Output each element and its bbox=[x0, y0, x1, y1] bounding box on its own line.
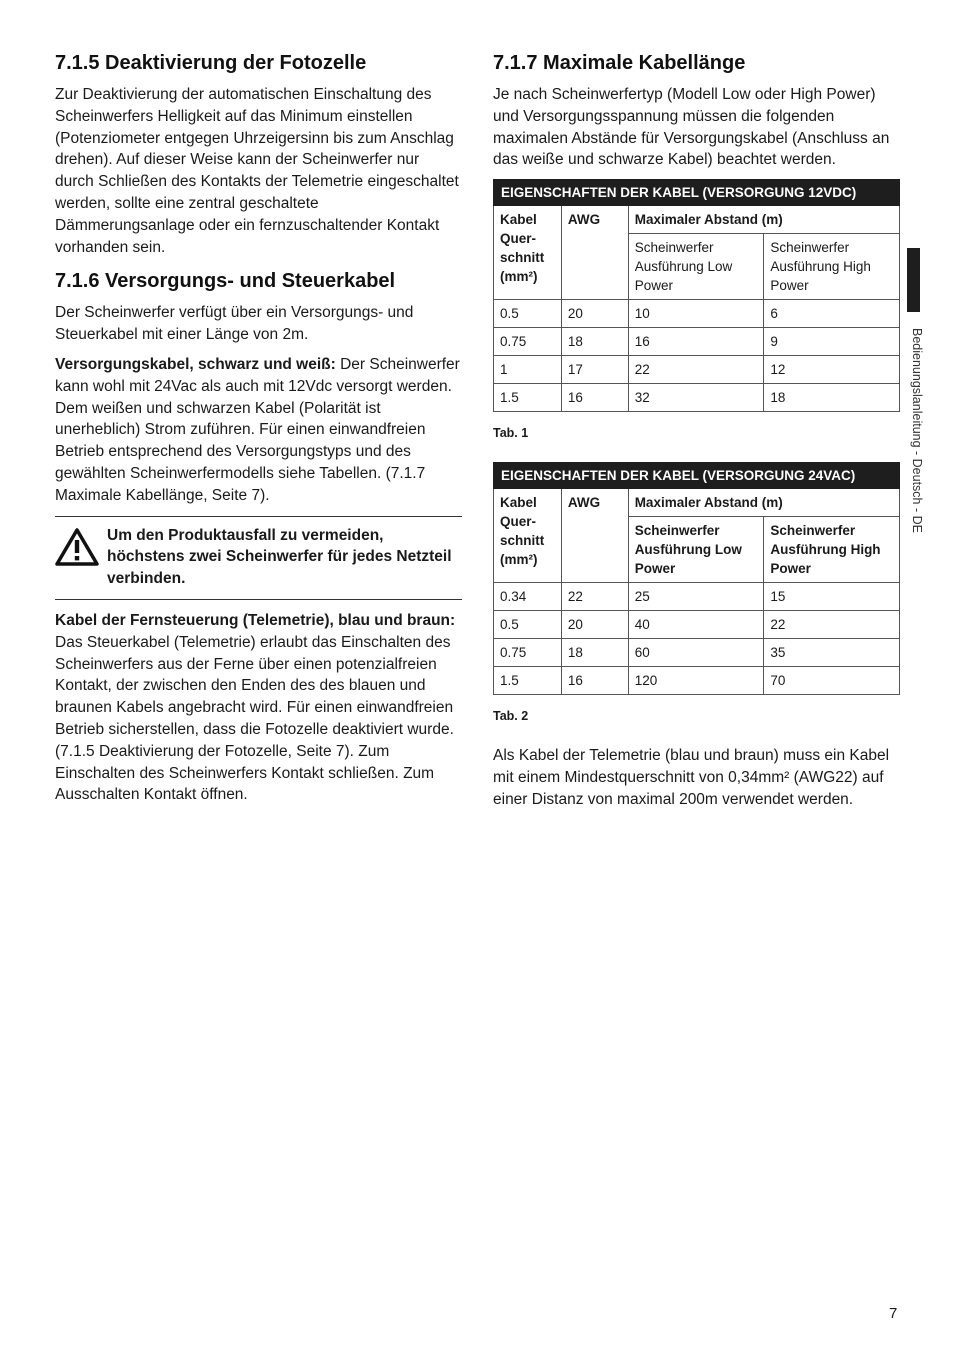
cable-table-12vdc bbox=[493, 179, 900, 412]
col-header-high-power: Scheinwerfer Ausführung High Power bbox=[764, 234, 900, 300]
heading-7-1-6: 7.1.6 Versorgungs- und Steuerkabel bbox=[55, 270, 396, 293]
left-column bbox=[55, 50, 462, 814]
telemetry-cable-text: Das Steuerkabel (Telemetrie) erlaubt das Einschalten des Scheinwerfers aus der Ferne über einen potenzialfreien Kontakt, der zwischen den Enden des des blauen und braunen Kabels angebracht wird. Für einen einwandfreien Betrieb sicherstellen, dass die Fotozelle deaktiviert wurde. (7.1.5 Deaktivierung der Fotozelle, Seite 7). Zum Einschalten des Scheinwerfers Kontakt schließen. Zum Ausschalten Kontakt öffnen. bbox=[55, 633, 454, 804]
col-header-low-power: Scheinwerfer Ausführung Low Power bbox=[628, 517, 764, 583]
table-cell: 9 bbox=[764, 328, 900, 356]
paragraph-supply-cable bbox=[55, 354, 462, 507]
warning-text: Um den Produktausfall zu vermeiden, höchstens zwei Scheinwerfer für jedes Netzteil verbinden. bbox=[107, 526, 452, 588]
supply-cable-label: Versorgungskabel, schwarz und weiß: bbox=[55, 355, 336, 373]
col-header-max-distance: Maximaler Abstand (m) bbox=[628, 489, 899, 517]
side-tab-marker bbox=[907, 248, 920, 312]
col-header-section: Kabel Quer-schnitt (mm²) bbox=[494, 206, 562, 300]
right-column bbox=[493, 50, 900, 819]
col-header-awg: AWG bbox=[561, 489, 628, 583]
table-cell: 18 bbox=[561, 328, 628, 356]
cable-table-24vac bbox=[493, 462, 900, 695]
table-cell: 20 bbox=[561, 611, 628, 639]
supply-cable-text: Der Scheinwerfer kann wohl mit 24Vac als auch mit 12Vdc versorgt werden. Dem weißen und schwarzen Kabel (Polarität ist unerheblich) Strom zuführen. Für einen einwandfreien Betrieb entsprechend des Versorgungstyps und des gewählten Scheinwerfermodells siehe Tabellen. (7.1.7 Maximale Kabellänge, Seite 7). bbox=[55, 355, 460, 504]
table-title: EIGENSCHAFTEN DER KABEL (VERSORGUNG 24VAC) bbox=[494, 463, 900, 489]
table-cell: 35 bbox=[764, 639, 900, 667]
warning-box bbox=[55, 516, 462, 600]
paragraph-max-distance: Je nach Scheinwerfertyp (Modell Low oder High Power) und Versorgungsspannung müssen die folgenden maximalen Abstände für Versorgungskabel (Anschluss an das weiße und schwarze Kabel) beachtet werden. bbox=[493, 86, 890, 169]
table-row bbox=[494, 300, 900, 328]
table-caption-1: Tab. 1 bbox=[493, 426, 529, 441]
table-cell: 0.75 bbox=[494, 328, 562, 356]
table-cell: 20 bbox=[561, 300, 628, 328]
table-cell: 16 bbox=[561, 667, 628, 695]
table-cell: 18 bbox=[561, 639, 628, 667]
table-cell: 15 bbox=[764, 583, 900, 611]
col-header-max-distance: Maximaler Abstand (m) bbox=[628, 206, 899, 234]
table-row bbox=[494, 356, 900, 384]
table-row bbox=[494, 667, 900, 695]
col-header-section: Kabel Quer-schnitt (mm²) bbox=[494, 489, 562, 583]
table-cell: 0.75 bbox=[494, 639, 562, 667]
table-cell: 10 bbox=[628, 300, 764, 328]
table-cell: 120 bbox=[628, 667, 764, 695]
table-cell: 25 bbox=[628, 583, 764, 611]
table-cell: 22 bbox=[628, 356, 764, 384]
table-cell: 18 bbox=[764, 384, 900, 412]
table-cell: 6 bbox=[764, 300, 900, 328]
table-cell: 1.5 bbox=[494, 384, 562, 412]
table-row bbox=[494, 384, 900, 412]
table-cell: 0.5 bbox=[494, 611, 562, 639]
table-cell: 60 bbox=[628, 639, 764, 667]
table-cell: 0.5 bbox=[494, 300, 562, 328]
table-cell: 16 bbox=[561, 384, 628, 412]
table-cell: 32 bbox=[628, 384, 764, 412]
table-row bbox=[494, 611, 900, 639]
paragraph-cable-length: Der Scheinwerfer verfügt über ein Versorgungs- und Steuerkabel mit einer Länge von 2m. bbox=[55, 304, 414, 344]
table-cell: 16 bbox=[628, 328, 764, 356]
table-cell: 22 bbox=[561, 583, 628, 611]
col-header-low-power: Scheinwerfer Ausführung Low Power bbox=[628, 234, 764, 300]
table-cell: 12 bbox=[764, 356, 900, 384]
page-number: 7 bbox=[889, 1305, 898, 1322]
table-cell: 17 bbox=[561, 356, 628, 384]
table-cell: 1 bbox=[494, 356, 562, 384]
telemetry-cable-label: Kabel der Fernsteuerung (Telemetrie), blau und braun: bbox=[55, 611, 456, 629]
col-header-high-power: Scheinwerfer Ausführung High Power bbox=[764, 517, 900, 583]
paragraph-telemetry-section: Als Kabel der Telemetrie (blau und braun) muss ein Kabel mit einem Mindestquerschnitt von 0,34mm² (AWG22) auf einer Distanz von maximal 200m verwendet werden. bbox=[493, 747, 890, 808]
heading-7-1-7: 7.1.7 Maximale Kabellänge bbox=[493, 52, 746, 74]
col-header-awg: AWG bbox=[561, 206, 628, 300]
table-title: EIGENSCHAFTEN DER KABEL (VERSORGUNG 12VDC) bbox=[494, 180, 900, 206]
table-cell: 40 bbox=[628, 611, 764, 639]
table-cell: 1.5 bbox=[494, 667, 562, 695]
paragraph-telemetry-cable bbox=[55, 610, 462, 806]
table-cell: 70 bbox=[764, 667, 900, 695]
table-row bbox=[494, 328, 900, 356]
table-row bbox=[494, 583, 900, 611]
table-row bbox=[494, 639, 900, 667]
paragraph-photocell: Zur Deaktivierung der automatischen Einschaltung des Scheinwerfers Helligkeit auf das Minimum einstellen (Potenziometer entgegen Uhrzeigersinn bis zum Anschlag drehen). Auf dieser Weise kann der Scheinwerfer nur durch Schließen des Kontakts der Telemetrie eingeschaltet werden, sollte eine zentral geschaltete Dämmerungsanlage oder ein fernzuschaltender Kontakt vorhanden sein. bbox=[55, 86, 459, 256]
heading-7-1-5: 7.1.5 Deaktivierung der Fotozelle bbox=[55, 52, 367, 74]
side-language-label: Bedienungslanleitung - Deutsch - DE bbox=[910, 328, 924, 533]
table-cell: 22 bbox=[764, 611, 900, 639]
warning-triangle-icon bbox=[55, 527, 99, 567]
table-cell: 0.34 bbox=[494, 583, 562, 611]
table-caption-2: Tab. 2 bbox=[493, 709, 529, 724]
